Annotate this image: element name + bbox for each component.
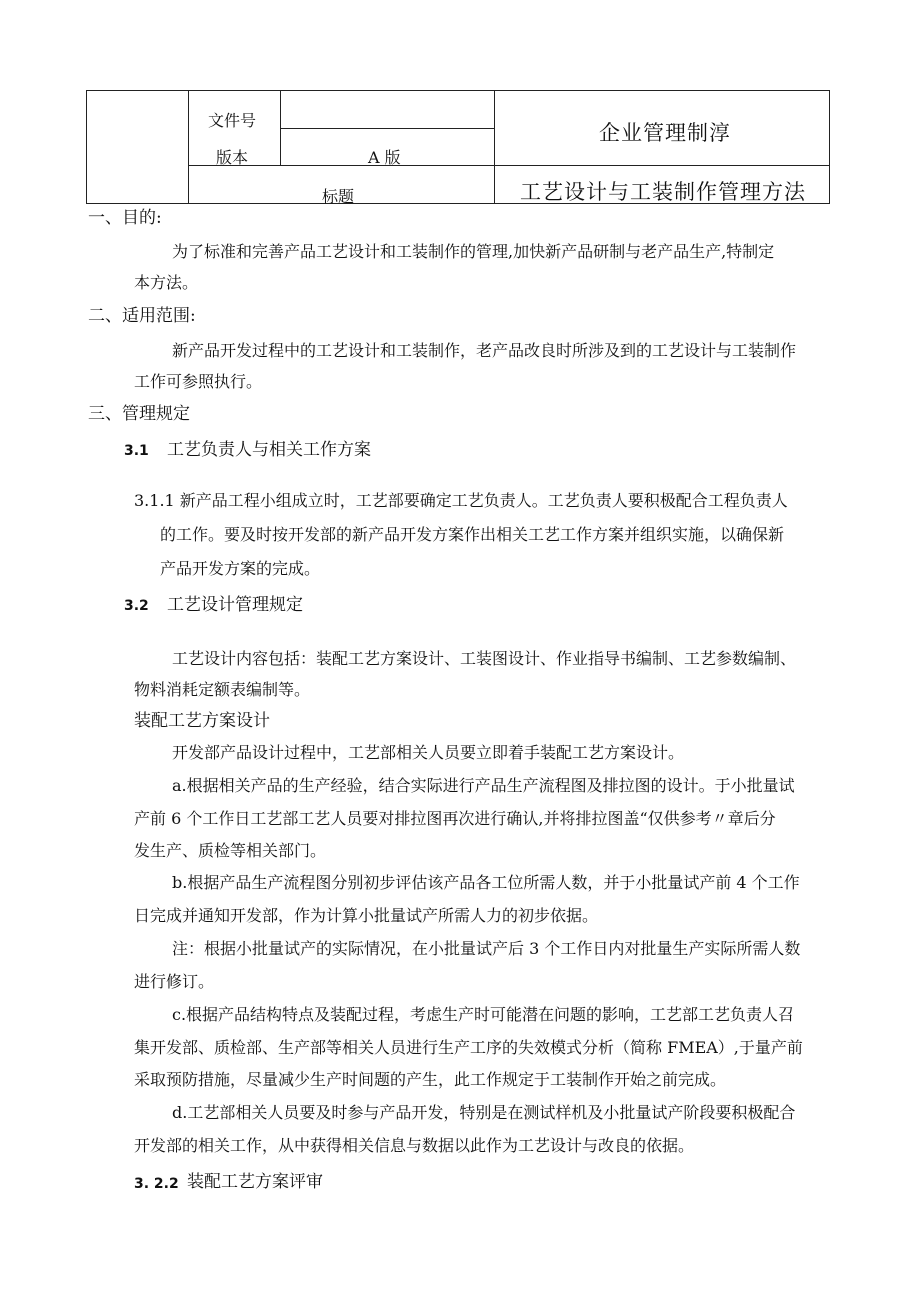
item-c-line-2: 集开发部、质检部、生产部等相关人员进行生产工序的失效模式分析（简称 FMEA）,于量产前 [134, 1038, 803, 1057]
section-3-2-text-line-1: 工艺设计内容包括：装配工艺方案设计、工装图设计、作业指导书编制、工艺参数编制、 [172, 649, 797, 668]
file-no-label: 文件号 [208, 111, 257, 130]
section-3-2-2-title: 装配工艺方案评审 [187, 1172, 323, 1192]
item-c-line-3: 采取预防措施，尽量减少生产时间题的产生，此工作规定于工装制作开始之前完成。 [134, 1070, 727, 1089]
version-label: 版本 [216, 148, 249, 167]
table-border-right [829, 90, 830, 204]
item-d-line-2: 开发部的相关工作，从中获得相关信息与数据以此作为工艺设计与改良的依据。 [134, 1136, 695, 1155]
section-3-2-2-number: 3. 2.2 [134, 1176, 179, 1192]
note-line-2: 进行修订。 [134, 972, 215, 991]
section-2-text-line-2: 工作可参照执行。 [134, 372, 263, 391]
section-3-2-1-title: 装配工艺方案设计 [134, 711, 270, 731]
item-d-line-1: d.工艺部相关人员要及时参与产品开发，特别是在测试样机及小批量试产阶段要积极配合 [172, 1103, 796, 1122]
item-b-line-1: b.根据产品生产流程图分别初步评估该产品各工位所需人数，并于小批量试产前 4 个工作 [172, 873, 800, 892]
version-value: A 版 [368, 148, 401, 167]
title-label: 标题 [322, 187, 355, 206]
item-a-line-2: 产前 6 个工作日工艺部工艺人员要对排拉图再次进行确认,并将排拉图盖“仅供参考〃章后分 [134, 809, 776, 828]
item-c-line-1: c.根据产品结构特点及装配过程，考虑生产时可能潜在问题的影响，工艺部工艺负责人召 [172, 1005, 795, 1024]
table-divider-h1 [280, 128, 494, 129]
section-3-heading: 三、管理规定 [88, 404, 190, 424]
section-1-text-line-1: 为了标准和完善产品工艺设计和工装制作的管理,加快新产品研制与老产品生产,特制定 [172, 242, 775, 261]
table-border-left [86, 90, 87, 204]
table-divider-v1 [188, 90, 189, 204]
company-title: 企业管理制淳 [599, 121, 731, 145]
table-divider-h2 [188, 165, 830, 166]
section-3-1-number: 3.1 [124, 443, 149, 459]
section-3-2-1-intro: 开发部产品设计过程中，工艺部相关人员要立即着手装配工艺方案设计。 [172, 743, 685, 762]
item-a-line-1: a.根据相关产品的生产经验，结合实际进行产品生产流程图及排拉图的设计。于小批量试 [172, 776, 795, 795]
section-3-1-1-line-1: 3.1.1 新产品工程小组成立时，工艺部要确定工艺负责人。工艺负责人要积极配合工程负责人 [134, 491, 788, 510]
section-3-1-title: 工艺负责人与相关工作方案 [167, 440, 371, 460]
section-3-2-title: 工艺设计管理规定 [167, 595, 303, 615]
note-line-1: 注：根据小批量试产的实际情况，在小批量试产后 3 个工作日内对批量生产实际所需人数 [172, 939, 801, 958]
section-2-text-line-1: 新产品开发过程中的工艺设计和工装制作，老产品改良时所涉及到的工艺设计与工装制作 [172, 341, 797, 360]
section-3-1-1-line-3: 产品开发方案的完成。 [160, 559, 321, 578]
item-a-line-3: 发生产、质检等相关部门。 [134, 841, 327, 860]
section-1-text-line-2: 本方法。 [134, 273, 199, 292]
section-3-2-text-line-2: 物料消耗定额表编制等。 [134, 680, 311, 699]
section-1-heading: 一、目的: [88, 208, 162, 228]
doc-title: 工艺设计与工装制作管理方法 [520, 180, 806, 204]
section-2-heading: 二、适用范围: [88, 306, 196, 326]
item-b-line-2: 日完成并通知开发部，作为计算小批量试产所需人力的初步依据。 [134, 906, 599, 925]
header-table [86, 90, 830, 204]
table-border-top [86, 90, 830, 91]
section-3-1-1-line-2: 的工作。要及时按开发部的新产品开发方案作出相关工艺工作方案并组织实施，以确保新 [160, 525, 785, 544]
table-divider-v3 [494, 90, 495, 204]
section-3-2-number: 3.2 [124, 598, 149, 614]
